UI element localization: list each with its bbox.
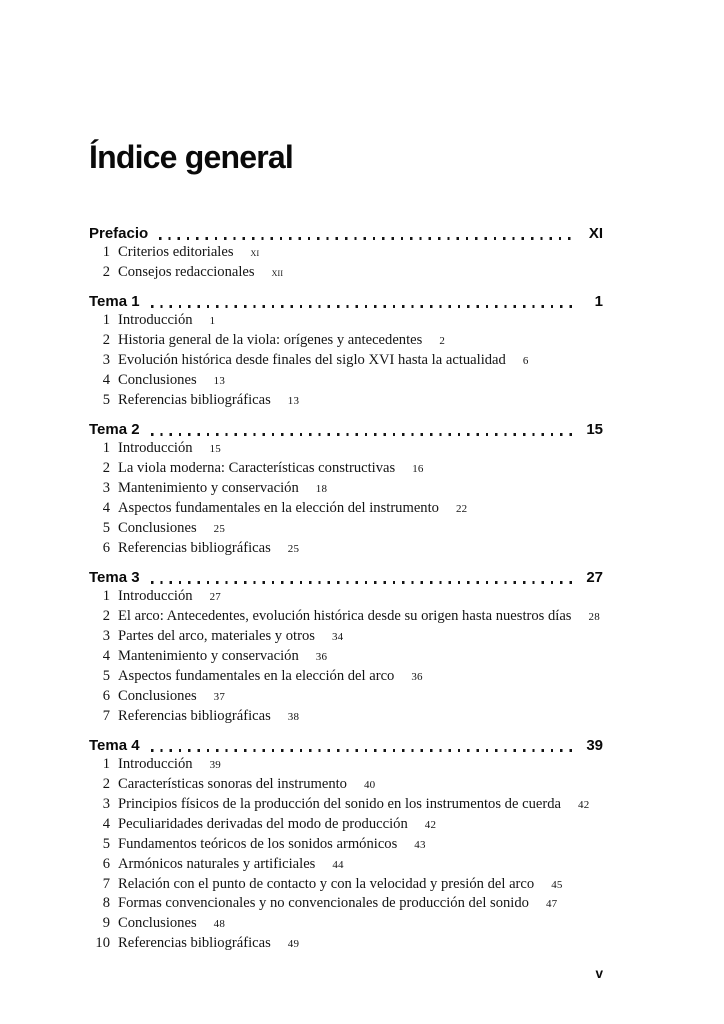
toc-item-number: 5 [102,519,110,536]
toc-item-number: 4 [102,648,110,664]
toc-item [89,815,603,835]
toc-item-number: 10 [95,935,110,952]
toc-item-page-number: 42 [424,818,437,831]
toc-item-label: Consejos redaccionales [118,263,255,280]
toc-item-page-number: 36 [315,651,328,663]
toc-item-page-number: 38 [287,710,300,723]
toc-item [89,351,603,371]
toc-item-label: Armónicos naturales y artificiales [118,855,316,872]
toc-item-page-number: 15 [209,443,221,456]
toc-item-page-number: 6 [522,355,529,368]
toc-section-items [89,755,603,954]
toc-item-page-number: 39 [209,759,221,772]
toc-section-page-number: 1 [594,293,603,311]
toc-section-heading-row [89,292,603,311]
toc-item-page-number: 45 [551,878,563,891]
toc-item-page-number: 40 [363,779,376,792]
toc-item-page-number: 16 [412,463,424,476]
toc-section-items [89,587,603,726]
toc-section [89,736,603,954]
toc-item-page-number: 25 [287,542,300,555]
toc-item [89,499,603,519]
toc-item [89,894,603,914]
toc-item-label: Introducción [118,756,193,773]
toc-item-page-number: 36 [411,670,423,683]
toc-item-label: Criterios editoriales [118,244,234,260]
toc-item-label: Referencias bibliográficas [118,391,271,408]
toc-item-page-number: 13 [287,394,300,407]
toc-item [89,243,603,263]
toc-item-label: Relación con el punto de contacto y con la velocidad y presión del arco [118,875,535,892]
toc-item-label: Partes del arco, materiales y otros [118,628,315,645]
toc-item [89,587,603,607]
toc-item [89,479,603,499]
toc-section-items [89,311,603,411]
toc-item-label: Fundamentos teóricos de los sonidos armónicos [118,835,398,852]
toc-item-number: 3 [102,628,110,645]
toc-item [89,331,603,351]
toc-item-label: Evolución histórica desde finales del siglo XVI hasta la actualidad [118,352,506,369]
toc-item-number: 7 [102,707,110,724]
toc-item-page-number: 44 [332,858,344,871]
toc-section [89,420,603,558]
toc-section-title: Prefacio [89,225,149,242]
toc [89,224,603,964]
toc-item-number: 8 [102,895,110,912]
toc-item [89,371,603,391]
toc-item-page-number: 25 [213,522,226,535]
toc-item-number: 1 [102,588,110,605]
toc-section [89,224,603,283]
toc-item-number: 3 [102,795,110,812]
toc-item-page-number: 48 [213,918,226,931]
toc-item [89,627,603,647]
dot-leader [159,237,572,239]
toc-item-label: Introducción [118,588,193,605]
toc-section-title: Tema 3 [89,569,140,587]
toc-item [89,687,603,707]
toc-item-number: 4 [102,500,110,517]
toc-item-label: Introducción [118,440,193,457]
toc-section [89,568,603,726]
toc-item-page-number: 22 [455,503,468,516]
toc-item-number: 7 [102,875,110,892]
toc-item-label: Referencias bibliográficas [118,707,271,724]
toc-section-heading-row [89,420,603,439]
toc-section-page-number: 39 [586,737,603,755]
toc-item-page-number: 18 [315,483,328,496]
toc-item [89,539,603,559]
dot-leader [151,305,572,307]
toc-item [89,914,603,934]
toc-item-page-number: 43 [414,838,426,851]
toc-item-number: 6 [102,855,110,872]
toc-item-number: 1 [102,440,110,457]
toc-item-label: Principios físicos de la producción del sonido en los instrumentos de cuerda [118,795,561,812]
toc-section-heading-row [89,568,603,587]
toc-item-label: La viola moderna: Características constructivas [118,460,396,477]
toc-item-number: 2 [102,263,110,280]
toc-section-title: Tema 4 [89,737,140,755]
toc-section-page-number: 15 [586,421,603,439]
toc-item-page-number: 27 [209,591,221,604]
toc-item-label: Características sonoras del instrumento [118,776,347,793]
toc-item [89,667,603,687]
toc-item-page-number: 1 [209,315,216,328]
toc-item-label: Conclusiones [118,372,197,389]
toc-item-number: 6 [102,539,110,556]
toc-item-number: 5 [102,835,110,852]
toc-item-page-number: 49 [287,938,300,951]
toc-item-page-number: 13 [213,375,226,388]
page-title: Índice general [89,139,293,175]
toc-section-page-number: XI [588,225,603,242]
toc-item-label: Conclusiones [118,687,197,704]
toc-item-number: 3 [102,352,110,369]
toc-item-page-number: 28 [588,611,600,624]
toc-item-number: 3 [102,480,110,497]
toc-item-label: Conclusiones [118,519,197,536]
toc-section [89,292,603,411]
toc-item-page-number: 42 [578,798,590,811]
toc-item-label: Aspectos fundamentales en la elección del arco [118,667,395,684]
toc-item [89,795,603,815]
toc-section-items [89,439,603,558]
toc-item-label: Referencias bibliográficas [118,935,271,952]
toc-item-label: Mantenimiento y conservación [118,480,299,497]
toc-item-number: 2 [102,332,110,349]
toc-item-number: 4 [102,372,110,389]
toc-item-label: Formas convencionales y no convencionales de producción del sonido [118,895,529,912]
toc-item [89,855,603,875]
toc-item [89,263,603,283]
toc-section-page-number: 27 [586,569,603,587]
toc-section-title: Tema 1 [89,293,140,311]
toc-item-page-number: 2 [439,335,446,348]
toc-item [89,311,603,331]
toc-section-title: Tema 2 [89,421,140,439]
toc-section-items [89,243,603,283]
toc-item-label: Introducción [118,312,193,329]
toc-item-number: 5 [102,391,110,408]
toc-item [89,835,603,855]
toc-item-number: 2 [102,608,110,625]
toc-item-page-number: xii [271,266,284,279]
toc-item-number: 4 [102,815,110,832]
toc-item-label: Mantenimiento y conservación [118,648,299,664]
footer-page-number: v [595,966,603,981]
dot-leader [151,433,572,435]
toc-item-label: Peculiaridades derivadas del modo de producción [118,815,408,832]
dot-leader [151,581,572,583]
toc-item-label: Aspectos fundamentales en la elección del instrumento [118,500,439,517]
toc-item-number: 2 [102,776,110,793]
toc-item-number: 6 [102,687,110,704]
toc-item-label: Referencias bibliográficas [118,539,271,556]
toc-item-number: 5 [102,667,110,684]
toc-item-label: Historia general de la viola: orígenes y antecedentes [118,332,423,349]
toc-item-label: El arco: Antecedentes, evolución histórica desde su origen hasta nuestros días [118,608,572,625]
toc-item [89,755,603,775]
toc-item-number: 1 [102,756,110,773]
toc-item [89,775,603,795]
toc-item [89,934,603,954]
toc-item-label: Conclusiones [118,915,197,932]
toc-item [89,439,603,459]
toc-item [89,607,603,627]
toc-item [89,647,603,667]
toc-section-heading-row [89,736,603,755]
toc-item-number: 9 [102,915,110,932]
toc-item-page-number: 47 [545,898,558,911]
toc-item-page-number: xi [250,247,260,259]
toc-item-page-number: 37 [213,690,226,703]
toc-item-number: 1 [102,244,110,260]
toc-item [89,519,603,539]
dot-leader [151,749,572,751]
toc-item [89,459,603,479]
toc-item-page-number: 34 [331,631,344,644]
toc-item [89,707,603,727]
toc-section-heading-row [89,224,603,243]
toc-item-number: 2 [102,460,110,477]
toc-item [89,391,603,411]
toc-item [89,875,603,895]
toc-item-number: 1 [102,312,110,329]
